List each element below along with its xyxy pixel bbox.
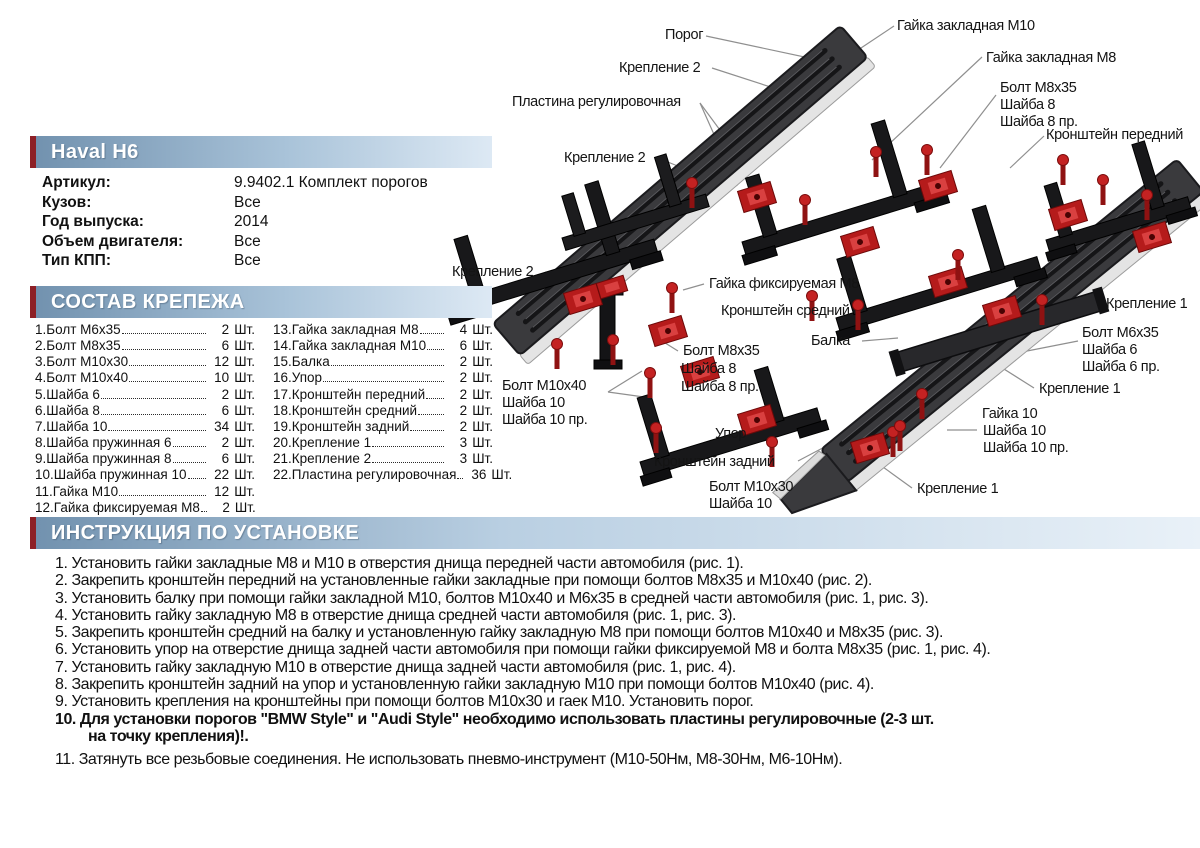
part-unit: Шт. [234,483,255,499]
part-row [273,467,513,483]
diagram-label: Порог [665,27,704,43]
part-row [35,435,255,451]
spec-label: Год выпуска: [42,213,144,231]
diagram-label: Крепление 1 [1039,381,1121,397]
instruction-item: 9. Установить крепления на кронштейны при помощи болтов М10х30 и гаек М10. Установить порог. [55,693,754,711]
part-row [35,419,255,435]
part-row [273,451,493,467]
part-qty: 2 [222,499,230,515]
part-name: 19.Кронштейн задний [273,418,410,434]
spec-row [42,193,492,213]
diagram-label: Гайка закладная М10 [897,18,1035,34]
part-qty: 2 [459,418,468,434]
part-row [35,322,255,338]
part-unit: Шт. [234,354,255,370]
part-unit: Шт. [234,386,255,402]
part-name: 1.Болт М6х35 [35,322,121,337]
diagram-label: Крепление 2 [564,150,646,166]
dotted-leader [457,478,463,479]
dotted-leader [201,511,207,512]
spec-label: Тип КПП: [42,252,111,270]
part-row [35,403,255,419]
spec-table [42,173,492,271]
hardware-list [5,322,513,516]
instruction-item: 6. Установить упор на отверстие днища задней части автомобиля при помощи гайки фиксируемой М8 и болта М8х35 (рис. 1, рис. 4). [55,641,991,659]
part-row [35,500,255,516]
instruction-item: 3. Установить балку при помощи гайки закладной М10, болтов М10х40 и М6х35 в средней части автомобиля (рис. 1, рис. 3). [55,589,929,607]
dotted-leader [420,333,445,334]
spec-value: 2014 [234,213,269,231]
diagram-label: Кронштейн задний [654,454,775,470]
instruction-item: 2. Закрепить кронштейн передний на установленные гайки закладные при помощи болтов М8х35 и М10х40 (рис. 2). [55,572,872,590]
part-unit: Шт. [472,418,493,434]
part-qty: 3 [459,435,468,451]
instruction-item-line1: 10. Для установки порогов "BMW Style" и "Audi Style" необходимо использовать пластины регулировочные (2-3 шт. [55,710,934,728]
part-row [273,435,493,451]
diagram-label: Шайба 8 пр. [1000,114,1078,130]
part-name: 9.Шайба пружинная 8 [35,451,172,467]
instruction-item: 8. Закрепить кронштейн задний на упор и установленную гайки закладную М10 при помощи болтов М10х40 (рис. 4). [55,676,874,694]
diagram-label: Крепление 2 [619,60,701,76]
part-name: 15.Балка [273,354,330,370]
hardware-title: СОСТАВ КРЕПЕЖА [51,290,245,313]
diagram-label: Шайба 8 [1000,97,1056,113]
diagram-label: Кронштейн средний [721,303,850,319]
instruction-item [55,711,1187,746]
diagram-label: Шайба 8 [681,361,737,377]
dotted-leader [129,381,206,382]
part-name: 8.Шайба пружинная 6 [35,435,172,451]
part-qty: 12 [214,483,230,499]
dotted-leader [323,381,444,382]
part-name: 12.Гайка фиксируемая М8 [35,499,200,515]
part-unit: Шт. [234,370,255,386]
part-qty: 10 [214,370,230,386]
part-name: 5.Шайба 6 [35,386,100,402]
dotted-leader [122,333,207,334]
part-row [273,403,493,419]
diagram-label: Крепление 1 [1106,296,1188,312]
part-row [273,419,493,435]
diagram-label: Болт М8х35 [683,343,760,359]
part-unit: Шт. [234,338,255,354]
part-name: 10.Шайба пружинная 10 [35,467,187,483]
dotted-leader [108,430,206,431]
part-qty: 6 [459,338,468,354]
part-row [35,387,255,403]
diagram-label: Шайба 6 пр. [1082,359,1160,375]
part-row [273,387,493,403]
part-name: 17.Кронштейн передний [273,386,426,402]
part-name: 2.Болт М8х35 [35,338,121,354]
dotted-leader [427,349,444,350]
instruction-item: 4. Установить гайку закладную М8 в отверстие днища средней части автомобиля (рис. 1, рис. 3). [55,606,737,624]
part-row [273,354,493,370]
diagram-label: Болт М6х35 [1082,325,1159,341]
diagram-label: Шайба 10 пр. [502,412,588,428]
part-qty: 6 [221,451,230,467]
dotted-leader [418,414,444,415]
part-qty: 12 [214,354,230,370]
dotted-leader [188,478,207,479]
part-unit: Шт. [234,418,255,434]
part-unit: Шт. [472,322,493,337]
part-qty: 22 [214,467,230,483]
part-row [35,484,255,500]
part-unit: Шт. [472,435,493,451]
dotted-leader [331,365,444,366]
hardware-list-right [255,322,513,516]
diagram-label: Крепление 2 [452,264,534,280]
spec-row [42,212,492,232]
spec-row [42,232,492,252]
part-name: 22.Пластина регулировочная [273,467,457,483]
part-row [35,370,255,386]
instructions-title: ИНСТРУКЦИЯ ПО УСТАНОВКЕ [51,521,360,544]
diagram-label: Шайба 6 [1082,342,1138,358]
spec-label: Объем двигателя: [42,232,184,250]
part-row [35,338,255,354]
spec-row [42,251,492,271]
spec-value: Все [234,232,261,250]
part-unit: Шт. [234,451,255,467]
diagram-label: Упор [715,426,747,442]
spec-value: 9.9402.1 Комплект порогов [234,174,428,191]
part-unit: Шт. [472,402,493,418]
part-unit: Шт. [491,467,513,483]
diagram-label: Кронштейн передний [1046,127,1183,143]
diagram-label: Балка [811,333,851,349]
dotted-leader [410,430,444,431]
instruction-item: 1. Установить гайки закладные М8 и М10 в отверстия днища передней части автомобиля (рис. 1). [55,555,744,572]
diagram-label: Гайка закладная М8 [986,50,1116,66]
part-unit: Шт. [472,338,493,354]
instructions-list [55,555,1187,769]
spec-label: Артикул: [42,174,111,191]
part-qty: 2 [459,402,468,418]
diagram-label: Пластина регулировочная [512,94,681,110]
part-unit: Шт. [472,370,493,386]
instruction-item: 11. Затянуть все резьбовые соединения. Не использовать пневмо-инструмент (М10-50Нм, М8-30Нм, М6-10Нм). [55,751,843,769]
dotted-leader [426,398,444,399]
diagram-label: Болт М8х35 [1000,80,1077,96]
part-qty: 2 [459,354,468,370]
spec-row [42,173,492,193]
part-row [273,370,493,386]
part-qty: 2 [221,435,230,451]
part-name: 16.Упор [273,370,323,386]
part-qty: 6 [221,338,230,354]
diagram-label: Шайба 10 [502,395,565,411]
diagram-label: Шайба 10 [709,496,772,512]
part-unit: Шт. [472,451,493,467]
diagram-label: Гайка 10 [982,406,1038,422]
part-qty: 2 [221,386,230,402]
dotted-leader [122,349,207,350]
part-name: 6.Шайба 8 [35,402,100,418]
hardware-list-left [5,322,255,516]
part-qty: 4 [459,322,468,337]
diagram-label: Гайка фиксируемая М8 [709,276,859,292]
instructions-title-bar [30,517,1200,549]
part-qty: 36 [471,467,487,483]
part-row [273,338,493,354]
part-unit: Шт. [472,386,493,402]
part-qty: 34 [214,418,230,434]
dotted-leader [101,414,206,415]
dotted-leader [372,446,444,447]
diagram-label: Шайба 10 пр. [983,440,1069,456]
diagram-label: Болт М10х30 [709,479,794,495]
part-name: 18.Кронштейн средний [273,402,418,418]
part-unit: Шт. [234,499,256,515]
instruction-item: 5. Закрепить кронштейн средний на балку и установленную гайку закладную М8 при помощи болтов М10х40 и М8х35 (рис. 3). [55,624,944,642]
page-title: Haval H6 [51,140,139,163]
dotted-leader [372,462,444,463]
diagram-label: Шайба 10 [983,423,1046,439]
spec-value: Все [234,252,261,270]
part-name: 14.Гайка закладная М10 [273,338,427,354]
diagram-label: Болт М10х40 [502,378,587,394]
part-name: 11.Гайка М10 [35,483,119,499]
spec-label: Кузов: [42,193,92,211]
part-row [273,322,493,338]
part-qty: 2 [459,386,468,402]
spec-value: Все [234,193,261,211]
part-unit: Шт. [234,467,255,483]
part-unit: Шт. [234,322,255,337]
part-qty: 2 [459,370,468,386]
part-row [35,467,255,483]
part-name: 7.Шайба 10 [35,418,108,434]
dotted-leader [129,365,206,366]
dotted-leader [173,446,207,447]
instruction-item-line2: на точку крепления)!. [88,727,249,745]
part-name: 13.Гайка закладная М8 [273,322,419,337]
diagram-label: Крепление 1 [917,481,999,497]
part-qty: 3 [459,451,468,467]
part-unit: Шт. [234,435,255,451]
part-name: 3.Болт М10х30 [35,354,129,370]
part-name: 21.Крепление 2 [273,451,372,467]
diagram-label: Шайба 8 пр. [681,379,759,395]
part-row [35,451,255,467]
part-row [35,354,255,370]
part-name: 4.Болт М10х40 [35,370,129,386]
dotted-leader [119,495,206,496]
dotted-leader [173,462,207,463]
part-unit: Шт. [472,354,493,370]
part-qty: 6 [221,402,230,418]
part-unit: Шт. [234,402,255,418]
instruction-item: 7. Установить гайку закладную М10 в отверстие днища задней части автомобиля (рис. 1, рис. 4). [55,658,736,676]
part-name: 20.Крепление 1 [273,435,372,451]
dotted-leader [101,398,206,399]
product-title-bar [30,136,492,168]
part-qty: 2 [221,322,230,337]
hardware-title-bar [30,286,492,318]
